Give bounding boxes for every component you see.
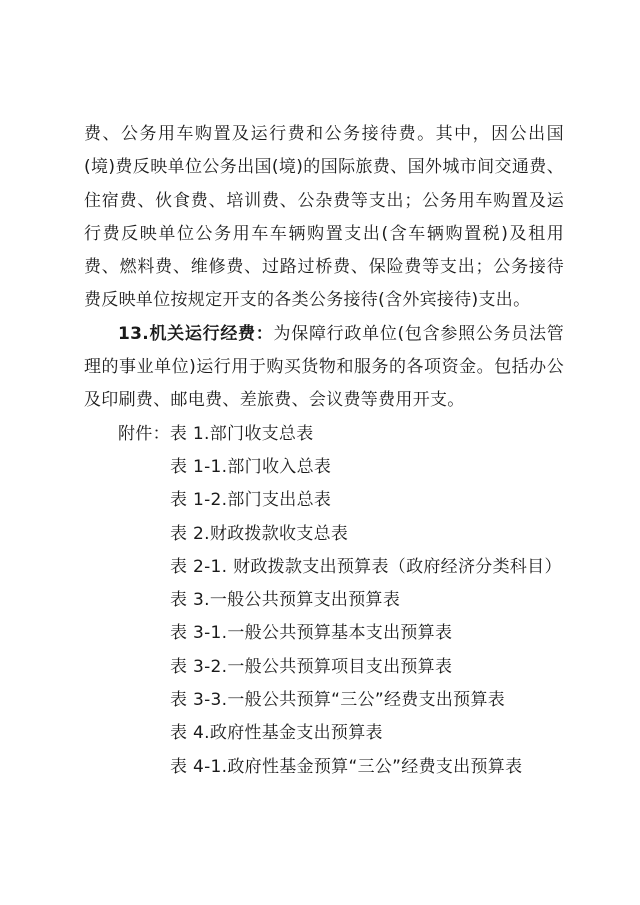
paragraph-text: 为保障行政单位(包含参照公务员法管理的事业单位)运行用于购买货物和服务的各项资金。包括办公及印刷费、邮电费、差旅费、会议费等费用开支。 (84, 323, 564, 411)
paragraph-operating-funds (84, 318, 564, 418)
attachment-item-3-2: 表 3-2.一般公共预算项目支出预算表 (170, 656, 453, 677)
paragraph-term: 13.机关运行经费： (118, 323, 274, 344)
attachment-item-3-3: 表 3-3.一般公共预算“三公”经费支出预算表 (170, 690, 506, 711)
attachment-item-3: 表 3.一般公共预算支出预算表 (170, 590, 401, 611)
attachment-label: 附件： (118, 423, 170, 444)
attachment-item-4: 表 4.政府性基金支出预算表 (170, 723, 383, 744)
attachment-heading (84, 418, 564, 451)
attachment-item-2-1: 表 2-1. 财政拨款支出预算表（政府经济分类科目） (170, 556, 562, 577)
attachment-item-1-2: 表 1-2.部门支出总表 (170, 490, 332, 511)
attachment-item-1-1: 表 1-1.部门收入总表 (170, 456, 332, 477)
attachment-item-2: 表 2.财政拨款收支总表 (170, 523, 349, 544)
paragraph-public-expenses (84, 118, 564, 318)
document-body (84, 118, 564, 784)
attachment-item-1: 表 1.部门收支总表 (169, 423, 314, 444)
attachment-list (84, 451, 564, 784)
paragraph-text: 费、公务用车购置及运行费和公务接待费。其中，因公出国(境)费反映单位公务出国(境)的国际旅费、国外城市间交通费、住宿费、伙食费、培训费、公杂费等支出；公务用车购置及运行费反映单位公务用车车辆购置支出(含车辆购置税)及租用费、燃料费、维修费、过路过桥费、保险费等支出；公务接待费反映单位按规定开支的各类公务接待(含外宾接待)支出。 (84, 124, 564, 311)
attachment-item-4-1: 表 4-1.政府性基金预算“三公”经费支出预算表 (170, 756, 523, 777)
attachment-item-3-1: 表 3-1.一般公共预算基本支出预算表 (170, 623, 453, 644)
